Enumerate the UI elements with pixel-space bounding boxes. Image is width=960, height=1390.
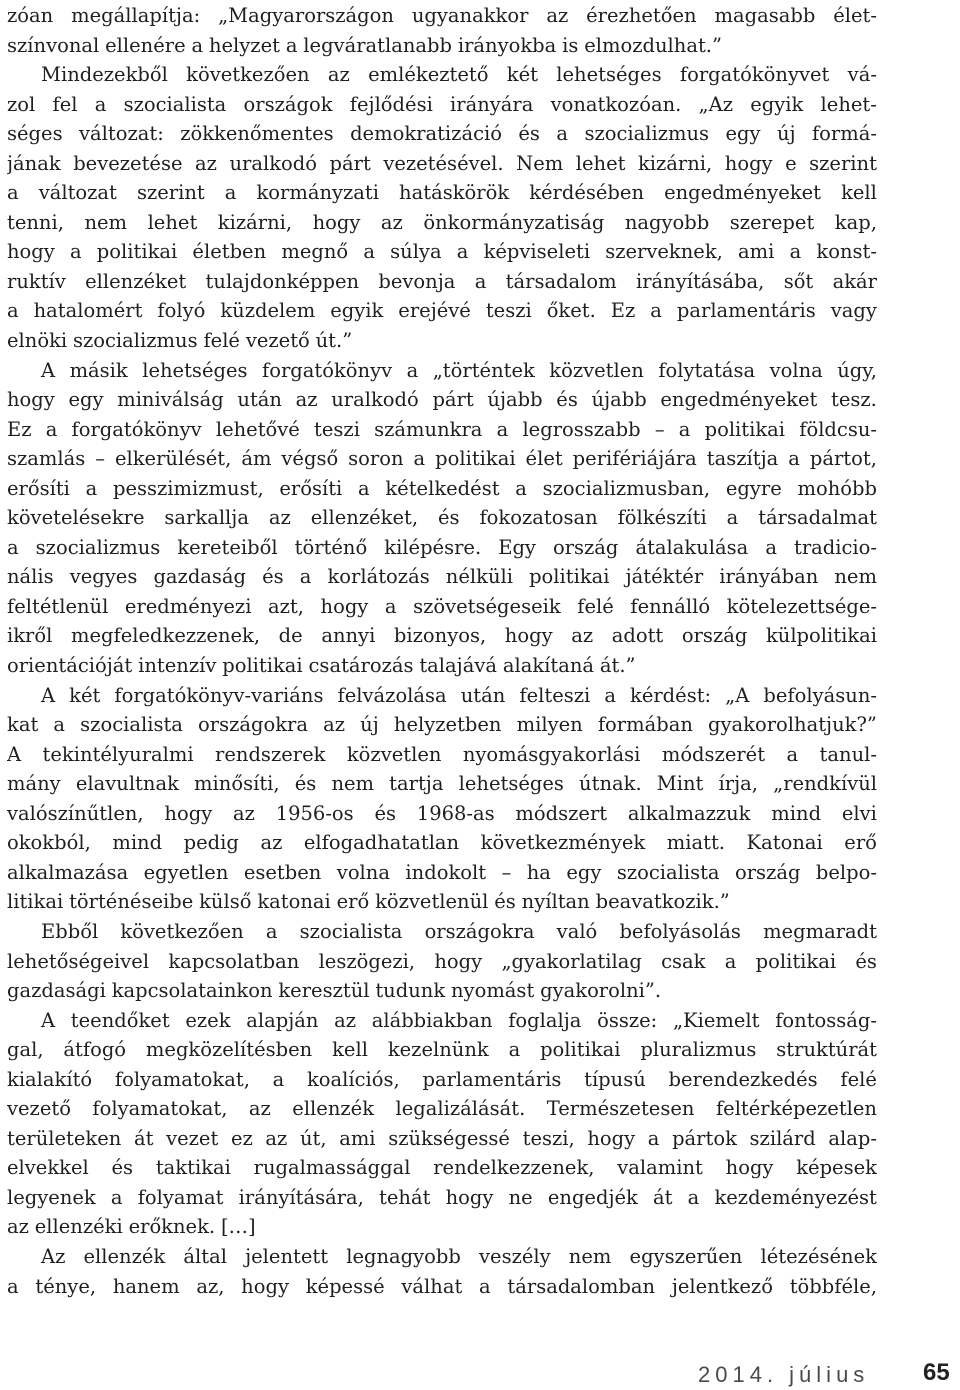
text-line: A két forgatókönyv-variáns felvázolása után felteszi a kérdést: „A befolyásun- [41,683,877,707]
text-line: kat a szocialista országokra az új helyzetben milyen formában gyakorolhatjuk?” [7,713,877,737]
text-line: litikai történéseibe külső katonai erő közvetlenül és nyíltan beavatkozik.” [7,890,730,914]
text-line: a változat szerint a kormányzati hatáskörök kérdésében engedményeket kell [7,181,877,205]
footer-date: 2014. július [698,1362,870,1387]
text-line: elvekkel és taktikai rugalmassággal rendelkezzenek, valamint hogy képesek [7,1156,877,1180]
text-line: feltétlenül eredményezi azt, hogy a szövetségeseik felé fennálló kötelezettsége- [7,594,877,618]
text-line: A teendőket ezek alapján az alábbiakban foglalja össze: „Kiemelt fontosság- [41,1008,877,1032]
text-line: a szocializmus kereteiből történő kilépésre. Egy ország átalakulása a tradicio- [7,535,877,559]
text-line: alkalmazása egyetlen esetben volna indokolt – ha egy szocialista ország belpo- [7,860,877,884]
text-line: nális vegyes gazdaság és a korlátozás nélküli politikai játéktér irányában nem [7,565,877,589]
text-line: területeken át vezet ez az út, ami szükségessé teszi, hogy a pártok szilárd alap- [7,1126,877,1150]
text-line: Ez a forgatókönyv lehetővé teszi számunkra a legrosszabb – a politikai földcsu- [7,417,877,441]
text-line: hogy egy miniválság után az uralkodó párt újabb és újabb engedményeket tesz. [7,388,877,412]
text-line: Mindezekből következően az emlékeztető két lehetséges forgatókönyvet vá- [41,63,877,87]
text-line: az ellenzéki erőknek. […] [7,1215,256,1239]
text-line: orientációját intenzív politikai csatározás talajává alakítaná át.” [7,654,636,678]
text-line: okokból, mind pedig az elfogadhatatlan következmények miatt. Katonai erő [7,831,877,855]
text-line: színvonal ellenére a helyzet a legváratlanabb irányokba is elmozdulhat.” [7,33,722,57]
text-line: valószínűtlen, hogy az 1956-os és 1968-as módszert alkalmazzuk mind elvi [7,801,877,825]
text-line: gal, átfogó megközelítésben kell kezelnünk a politikai pluralizmus struktúrát [7,1038,877,1062]
text-line: zóan megállapítja: „Magyarországon ugyanakkor az érezhetően magasabb élet- [7,4,877,27]
text-line: a hatalomért folyó küzdelem egyik erejévé teszi őket. Ez a parlamentáris vagy [7,299,877,323]
body-text [7,1,877,1301]
text-line: ikről megfeledkezzenek, de annyi bizonyos, hogy az adott ország külpolitikai [7,624,877,648]
text-line: lehetőségeivel kapcsolatban leszögezi, hogy „gyakorlatilag csak a politikai és [7,949,877,973]
text-line: jának bevezetése az uralkodó párt vezetésével. Nem lehet kizárni, hogy e szerint [7,151,877,175]
text-line: zol fel a szocialista országok fejlődési irányára vonatkozóan. „Az egyik lehet- [7,92,877,116]
text-line: erősíti a pesszimizmust, erősíti a kételkedést a szocializmusban, egyre mohóbb [7,476,877,500]
text-line: követelésekre sarkallja az ellenzéket, és fokozatosan fölkészíti a társadalmat [7,506,877,530]
text-line: tenni, nem lehet kizárni, hogy az önkormányzatiság nagyobb szerepet kap, [7,210,877,234]
text-line: mány elavultnak minősíti, és nem tartja lehetséges útnak. Mint írja, „rendkívül [7,772,877,796]
text-line: szamlás – elkerülését, ám végső soron a politikai élet perifériájára taszítja a pártot, [7,447,877,471]
text-line: A tekintélyuralmi rendszerek közvetlen nyomásgyakorlási módszerét a tanul- [7,742,877,766]
text-line: vezető folyamatokat, az ellenzék legalizálását. Természetesen feltérképezetlen [7,1097,877,1121]
text-line: elnöki szocializmus felé vezető út.” [7,329,353,353]
text-line: séges változat: zökkenőmentes demokratizáció és a szocializmus egy új formá- [7,122,877,146]
text-line: Ebből következően a szocialista országokra való befolyásolás megmaradt [41,919,877,943]
text-line: A másik lehetséges forgatókönyv a „történtek közvetlen folytatása volna úgy, [41,358,877,382]
text-line: legyenek a folyamat irányítására, tehát hogy ne engedjék át a kezdeményezést [7,1185,877,1209]
text-line: Az ellenzék által jelentett legnagyobb veszély nem egyszerűen létezésének [41,1244,877,1268]
text-line: hogy a politikai életben megnő a súlya a képviseleti szerveknek, ami a konst- [7,240,877,264]
text-line: kialakító folyamatokat, a koalíciós, parlamentáris típusú berendezkedés felé [7,1067,877,1091]
text-line: gazdasági kapcsolatainkon keresztül tudunk nyomást gyakorolni”. [7,979,662,1003]
text-line: a ténye, hanem az, hogy képessé válhat a társadalomban jelentkező többféle, [7,1274,877,1298]
page-number: 65 [923,1359,950,1386]
text-line: ruktív ellenzéket tulajdonképpen bevonja a társadalom irányításába, sőt akár [7,269,877,293]
